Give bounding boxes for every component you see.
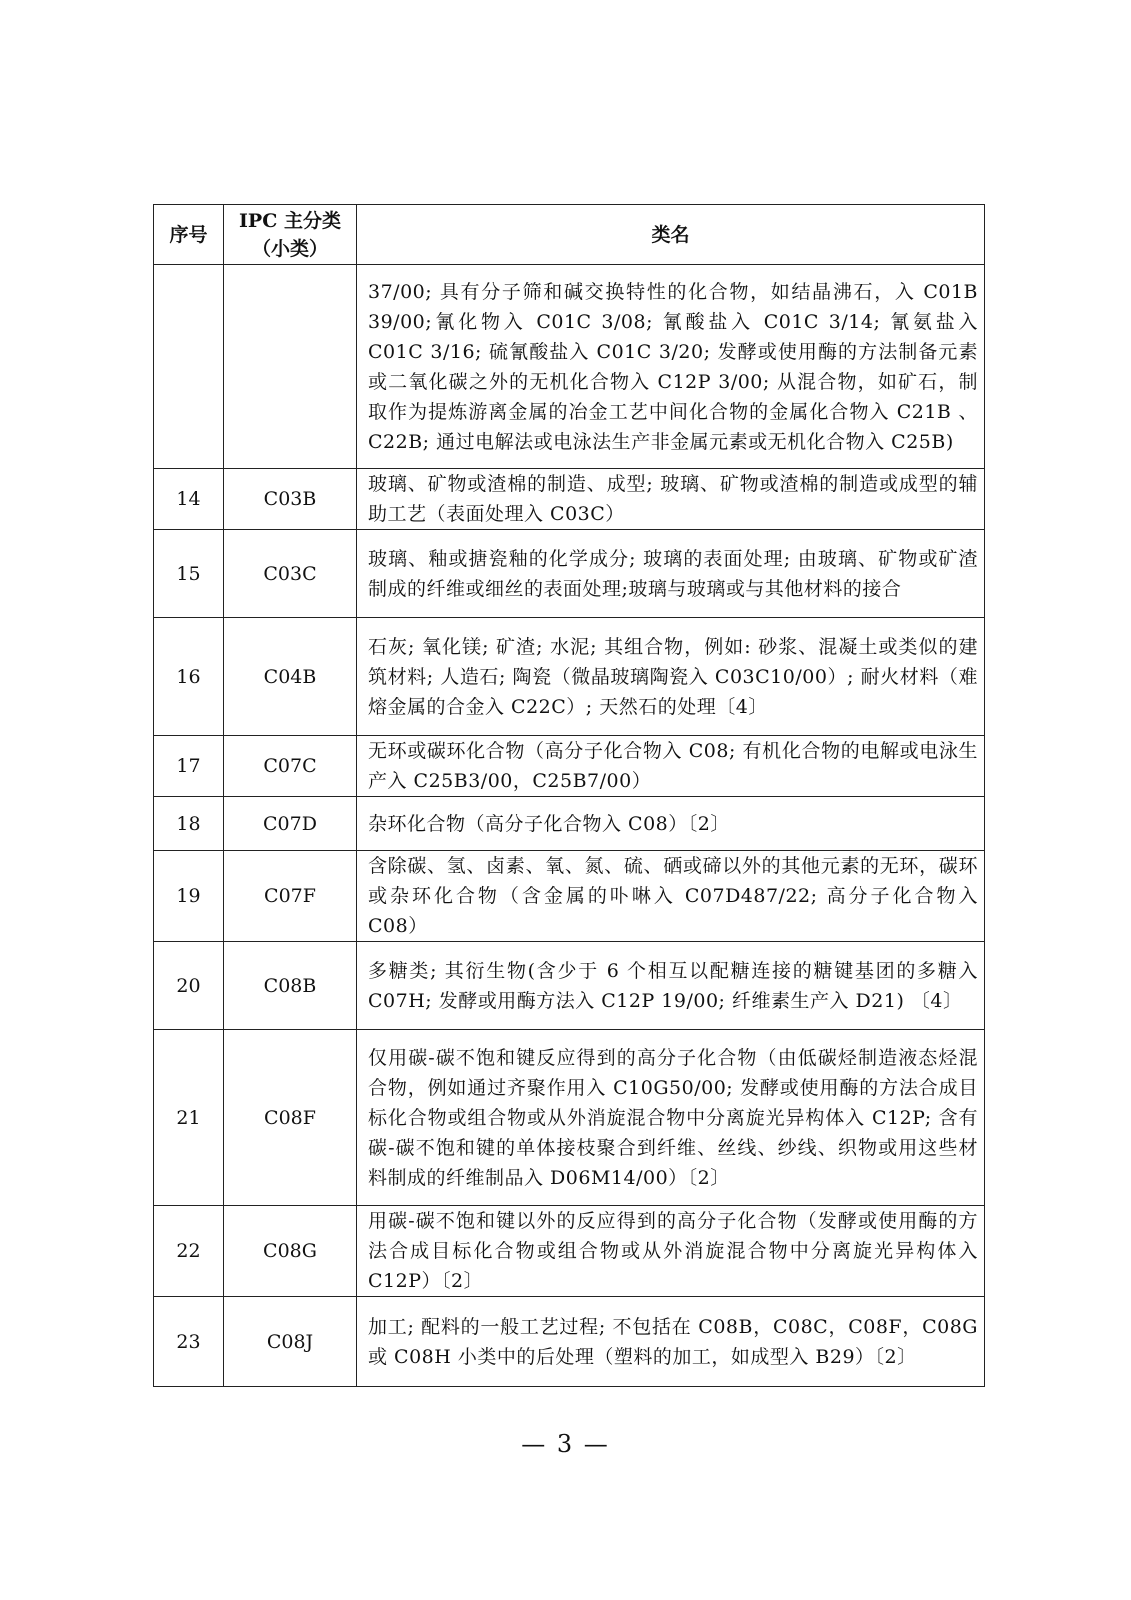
table-header [154, 205, 985, 265]
row-name: 37/00; 具有分子筛和碱交换特性的化合物，如结晶沸石，入 C01B 39/00;氰化物入 C01C 3/08; 氰酸盐入 C01C 3/14; 氰氨盐入 C01C 3/16; 硫氰酸盐入 C01C 3/20; 发酵或使用酶的方法制备元素或二氧化碳之外的无机化合物入 C12P 3/00; 从混合物，如矿石，制取作为提炼游离金属的冶金工艺中间化合物的金属化合物入 C21B 、C22B; 通过电解法或电泳法生产非金属元素或无机化合物入 C25B) [357, 265, 985, 469]
header-name: 类名 [357, 205, 985, 265]
row-name: 多糖类; 其衍生物(含少于 6 个相互以配糖连接的糖键基团的多糖入 C07H; 发酵或用酶方法入 C12P 19/00; 纤维素生产入 D21) 〔4〕 [357, 942, 985, 1030]
table-body [154, 265, 985, 1387]
row-name: 玻璃、釉或搪瓷釉的化学成分; 玻璃的表面处理; 由玻璃、矿物或矿渣制成的纤维或细丝的表面处理;玻璃与玻璃或与其他材料的接合 [357, 530, 985, 618]
row-num: 14 [154, 469, 224, 530]
row-num: 22 [154, 1206, 224, 1297]
header-num: 序号 [154, 205, 224, 265]
table-row [154, 851, 985, 942]
table-row [154, 265, 985, 469]
header-code-line2: （小类） [251, 237, 328, 260]
table-row [154, 1030, 985, 1206]
header-row [154, 205, 985, 265]
row-num: 17 [154, 736, 224, 797]
row-code: C04B [224, 618, 357, 736]
table-row [154, 469, 985, 530]
row-num: 16 [154, 618, 224, 736]
page-number: — 3 — [521, 1430, 610, 1458]
ipc-classification-table [153, 204, 985, 1387]
row-num: 15 [154, 530, 224, 618]
table-row [154, 942, 985, 1030]
row-name: 仅用碳-碳不饱和键反应得到的高分子化合物（由低碳烃制造液态烃混合物，例如通过齐聚作用入 C10G50/00; 发酵或使用酶的方法合成目标化合物或组合物或从外消旋混合物中分离旋光异构体入 C12P; 含有碳-碳不饱和键的单体接枝聚合到纤维、丝线、纱线、织物或用这些材料制成的纤维制品入 D06M14/00）〔2〕 [357, 1030, 985, 1206]
row-num: 23 [154, 1297, 224, 1387]
table-row [154, 797, 985, 851]
row-name: 含除碳、氢、卤素、氧、氮、硫、硒或碲以外的其他元素的无环，碳环或杂环化合物（含金属的卟啉入 C07D487/22; 高分子化合物入 C08） [357, 851, 985, 942]
table-row [154, 736, 985, 797]
table-row [154, 1206, 985, 1297]
row-num [154, 265, 224, 469]
row-num: 19 [154, 851, 224, 942]
row-code: C07C [224, 736, 357, 797]
row-name: 石灰; 氧化镁; 矿渣; 水泥; 其组合物，例如: 砂浆、混凝土或类似的建筑材料; 人造石; 陶瓷（微晶玻璃陶瓷入 C03C10/00）; 耐火材料（难熔金属的合金入 C22C）; 天然石的处理〔4〕 [357, 618, 985, 736]
header-code-line1: IPC 主分类 [239, 209, 341, 232]
table-row [154, 1297, 985, 1387]
row-code: C08F [224, 1030, 357, 1206]
row-code: C08J [224, 1297, 357, 1387]
row-code: C03B [224, 469, 357, 530]
row-code: C03C [224, 530, 357, 618]
row-name: 加工; 配料的一般工艺过程; 不包括在 C08B，C08C，C08F，C08G 或 C08H 小类中的后处理（塑料的加工，如成型入 B29）〔2〕 [357, 1297, 985, 1387]
row-code: C08G [224, 1206, 357, 1297]
row-code: C07D [224, 797, 357, 851]
row-name: 杂环化合物（高分子化合物入 C08）〔2〕 [357, 797, 985, 851]
row-code: C07F [224, 851, 357, 942]
row-name: 玻璃、矿物或渣棉的制造、成型; 玻璃、矿物或渣棉的制造或成型的辅助工艺（表面处理入 C03C） [357, 469, 985, 530]
header-code [224, 205, 357, 265]
table-row [154, 530, 985, 618]
row-num: 21 [154, 1030, 224, 1206]
row-name: 用碳-碳不饱和键以外的反应得到的高分子化合物（发酵或使用酶的方法合成目标化合物或组合物或从外消旋混合物中分离旋光异构体入 C12P）〔2〕 [357, 1206, 985, 1297]
row-num: 20 [154, 942, 224, 1030]
row-code [224, 265, 357, 469]
row-name: 无环或碳环化合物（高分子化合物入 C08; 有机化合物的电解或电泳生产入 C25B3/00，C25B7/00） [357, 736, 985, 797]
row-code: C08B [224, 942, 357, 1030]
table-row [154, 618, 985, 736]
row-num: 18 [154, 797, 224, 851]
